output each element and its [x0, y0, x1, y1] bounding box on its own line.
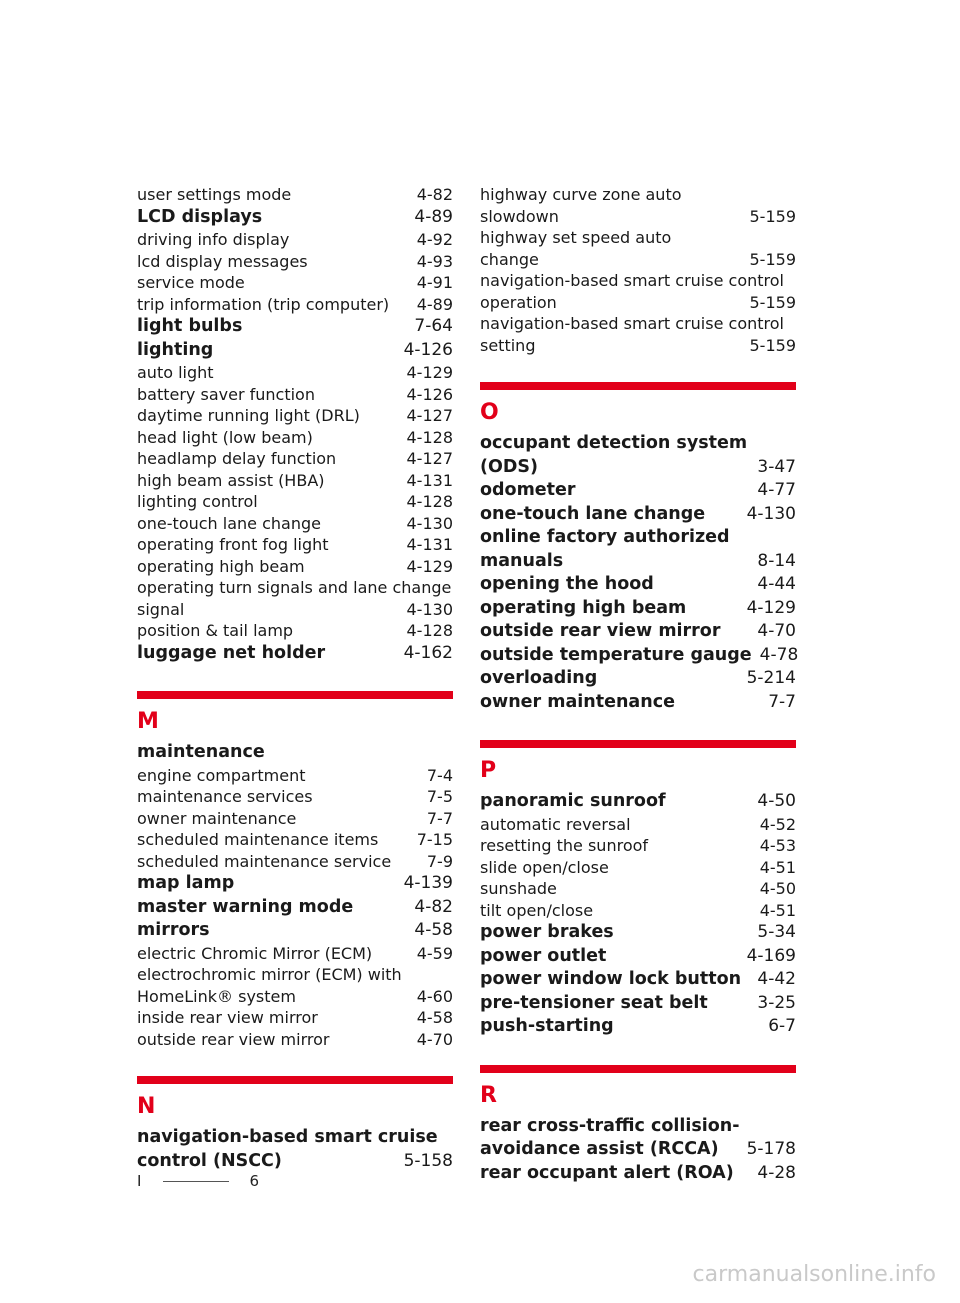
entry-page-ref: 4-44: [757, 574, 796, 594]
entry-text: owner maintenance: [137, 808, 297, 828]
entry-text: LCD displays: [137, 206, 263, 227]
entry-page-ref: 4-169: [746, 945, 796, 966]
entry-text: high beam assist (HBA): [137, 470, 325, 490]
entry-page-ref: 4-59: [416, 943, 453, 963]
entry-page-ref: 4-162: [403, 642, 453, 663]
entry-text: rear occupant alert (ROA): [480, 1162, 734, 1183]
entry-page-ref: 4-28: [757, 1162, 796, 1183]
entry-row: [480, 1162, 796, 1186]
index-entry-sub: [137, 943, 453, 965]
index-entry-sub: [137, 229, 453, 251]
entry-text: slowdown: [480, 206, 559, 226]
entry-text: one-touch lane change: [137, 513, 321, 533]
entry-row: [480, 249, 796, 271]
entry-text: operation: [480, 292, 557, 312]
entry-text: odometer: [480, 480, 576, 500]
entry-page-ref: 5-159: [749, 206, 796, 226]
entry-page-ref: 4-131: [406, 535, 453, 554]
entry-text: mirrors: [137, 920, 210, 940]
entry-row: [137, 896, 453, 920]
entry-text: outside temperature gauge: [480, 644, 752, 665]
entry-text: auto light: [137, 363, 214, 382]
entry-text: outside rear view mirror: [137, 1029, 330, 1049]
entry-row: [480, 597, 796, 621]
section-letter: R: [480, 1082, 497, 1108]
entry-row: [137, 599, 453, 621]
entry-row: [137, 229, 453, 251]
entry-row: [137, 339, 453, 363]
section-divider: [480, 1065, 796, 1073]
entry-text: power window lock button: [480, 969, 742, 989]
index-entry-sub: [137, 470, 453, 492]
entry-page-ref: 4-128: [406, 427, 453, 447]
entry-row: [137, 872, 453, 896]
index-entry-sub: [480, 270, 796, 313]
index-entry-main: [480, 479, 796, 503]
entry-page-ref: 4-130: [406, 599, 453, 619]
entry-row: [480, 206, 796, 228]
entry-text-line: rear cross-traffic collision-: [480, 1115, 740, 1136]
section-header: [137, 691, 453, 737]
entry-page-ref: 7-4: [426, 765, 453, 785]
index-entry-sub: [480, 857, 796, 879]
entry-page-ref: 7-7: [426, 808, 453, 828]
index-entry-sub: [480, 878, 796, 900]
entry-row: [137, 384, 453, 406]
entry-page-ref: 4-129: [406, 556, 453, 576]
entry-page-ref: 4-70: [416, 1029, 453, 1049]
entry-text: headlamp delay function: [137, 449, 337, 468]
section-header: [480, 382, 796, 428]
footer-section-letter: I: [137, 1172, 142, 1190]
index-entry-sub: [137, 405, 453, 427]
entry-text: inside rear view mirror: [137, 1008, 318, 1027]
entry-row: [137, 534, 453, 556]
entry-row: [137, 765, 453, 787]
index-entry-main: [480, 1162, 796, 1186]
entry-text: one-touch lane change: [480, 503, 706, 524]
index-entry-main: [480, 921, 796, 945]
entry-text: sunshade: [480, 879, 557, 898]
entry-row: [480, 573, 796, 597]
entry-text: lighting control: [137, 492, 258, 511]
entry-row: [137, 470, 453, 492]
entry-row: [137, 1007, 453, 1029]
entry-page-ref: 4-126: [403, 339, 453, 360]
index-entry-main: [480, 1115, 796, 1162]
entry-row: [480, 691, 796, 715]
entry-page-ref: 4-93: [416, 251, 453, 271]
entry-page-ref: 4-129: [406, 363, 453, 382]
entry-text: electric Chromic Mirror (ECM): [137, 943, 373, 963]
entry-page-ref: 4-91: [416, 273, 453, 292]
entry-page-ref: 4-78: [759, 644, 799, 665]
entry-text-line: navigation-based smart cruise control: [480, 271, 784, 290]
entry-page-ref: 4-53: [759, 836, 796, 855]
entry-page-ref: 4-130: [746, 503, 796, 524]
entry-row: [137, 556, 453, 578]
entry-text: position & tail lamp: [137, 621, 294, 640]
entry-page-ref: 4-58: [414, 920, 453, 940]
section-header: [480, 1065, 796, 1111]
entry-text: owner maintenance: [480, 691, 675, 712]
entry-row: [137, 943, 453, 965]
entry-text: outside rear view mirror: [480, 621, 721, 641]
entry-row: [480, 790, 796, 814]
entry-row: [137, 919, 453, 943]
entry-page-ref: 4-127: [406, 449, 453, 468]
index-entry-main: [480, 644, 799, 668]
entry-row: [480, 857, 796, 879]
entry-row: [480, 878, 796, 900]
section-divider: [480, 740, 796, 748]
entry-text: battery saver function: [137, 384, 315, 404]
index-entry-main: [137, 339, 453, 363]
entry-text: manuals: [480, 550, 564, 571]
index-entry-sub: [480, 814, 796, 836]
entry-row: [480, 456, 796, 480]
entry-page-ref: 4-128: [406, 492, 453, 511]
entry-row: [137, 829, 453, 851]
entry-row: [137, 206, 453, 230]
entry-text: tilt open/close: [480, 900, 594, 920]
entry-page-ref: 4-60: [416, 986, 453, 1006]
entry-text-line: electrochromic mirror (ECM) with: [137, 965, 402, 984]
entry-page-ref: 4-92: [416, 230, 453, 249]
index-column-left: [137, 184, 453, 1173]
entry-row: [480, 992, 796, 1016]
entry-text: maintenance services: [137, 787, 313, 806]
entry-page-ref: 4-130: [406, 513, 453, 533]
entry-page-ref: 4-126: [406, 384, 453, 404]
entry-text-line: online factory authorized: [480, 527, 730, 547]
entry-text: signal: [137, 599, 185, 619]
entry-row: [137, 786, 453, 808]
entry-text: panoramic sunroof: [480, 791, 666, 811]
index-entry-main: [137, 642, 453, 666]
entry-text-line: occupant detection system: [480, 433, 748, 453]
entry-page-ref: 4-42: [757, 969, 796, 989]
section-letter: P: [480, 758, 497, 783]
entry-text: lighting: [137, 339, 214, 360]
entry-page-ref: 4-128: [406, 621, 453, 640]
index-entry-main: [137, 1126, 453, 1173]
entry-page-ref: 4-58: [416, 1008, 453, 1027]
entry-row: [137, 986, 453, 1008]
index-entry-sub: [480, 900, 796, 922]
entry-row: [137, 448, 453, 470]
entry-text: service mode: [137, 273, 245, 292]
section-letter: N: [137, 1094, 156, 1119]
index-entry-main: [137, 206, 453, 230]
index-entry-sub: [137, 1007, 453, 1029]
entry-row: [137, 405, 453, 427]
index-entry-main: [480, 667, 796, 691]
entry-text-line: highway curve zone auto: [480, 185, 682, 204]
watermark: carmanualsonline.info: [692, 1262, 936, 1287]
entry-row: [137, 272, 453, 294]
entry-row: [480, 814, 796, 836]
entry-text: slide open/close: [480, 857, 609, 877]
entry-text: power brakes: [480, 922, 614, 942]
section-divider: [480, 382, 796, 390]
entry-row: [137, 362, 453, 384]
footer-page-number: 6: [249, 1172, 259, 1190]
entry-row: [137, 184, 453, 206]
entry-row: [137, 513, 453, 535]
index-entry-sub: [137, 427, 453, 449]
entry-text: power outlet: [480, 945, 607, 966]
entry-text: operating high beam: [480, 597, 687, 618]
index-column-right: [480, 184, 799, 1185]
entry-text: scheduled maintenance items: [137, 830, 379, 849]
entry-row: [480, 921, 796, 945]
entry-page-ref: 7-15: [416, 830, 453, 849]
entry-page-ref: 4-139: [403, 873, 453, 893]
entry-page-ref: 4-50: [757, 791, 796, 811]
entry-text: user settings mode: [137, 185, 292, 204]
entry-page-ref: 4-51: [759, 900, 796, 920]
entry-page-ref: 4-129: [746, 597, 796, 618]
entry-text: setting: [480, 335, 536, 355]
index-entry-main: [137, 872, 453, 896]
entry-row: [137, 427, 453, 449]
entry-row: [480, 479, 796, 503]
entry-row: [480, 292, 796, 314]
entry-text-line: highway set speed auto: [480, 228, 672, 247]
entry-page-ref: 5-159: [749, 335, 796, 355]
entry-text-line: operating turn signals and lane change: [137, 578, 452, 597]
entry-page-ref: 4-50: [759, 879, 796, 898]
index-entry-main: [480, 691, 796, 715]
entry-text: master warning mode: [137, 896, 354, 917]
entry-text: trip information (trip computer): [137, 294, 390, 314]
entry-page-ref: 7-64: [414, 316, 453, 336]
section-letter: O: [480, 400, 499, 425]
index-entry-sub: [137, 272, 453, 294]
entry-page-ref: 8-14: [757, 550, 796, 571]
entry-page-ref: 5-178: [746, 1139, 796, 1159]
entry-text: change: [480, 249, 539, 269]
index-entry-main: [137, 919, 453, 943]
entry-row: [137, 620, 453, 642]
index-entry-sub: [137, 251, 453, 273]
entry-page-ref: 4-89: [416, 294, 453, 314]
entry-row: [137, 491, 453, 513]
section-divider: [137, 691, 453, 699]
index-entry-sub: [137, 513, 453, 535]
section-divider: [137, 1076, 453, 1084]
index-entry-sub: [137, 786, 453, 808]
entry-text: driving info display: [137, 230, 290, 249]
index-entry-sub: [137, 577, 453, 620]
entry-text: luggage net holder: [137, 642, 326, 663]
index-entry-main: [480, 432, 796, 479]
index-entry-main: [480, 526, 796, 573]
entry-row: [137, 1029, 453, 1051]
entry-page-ref: 4-82: [414, 896, 453, 917]
index-entry-main: [480, 945, 796, 969]
entry-row: [480, 550, 796, 574]
entry-text: operating high beam: [137, 556, 305, 576]
index-entry-sub: [137, 1029, 453, 1051]
index-entry-main: [137, 315, 453, 339]
entry-page-ref: 5-159: [749, 249, 796, 269]
entry-page-ref: 6-7: [768, 1016, 796, 1036]
entry-row: [480, 945, 796, 969]
entry-page-ref: 7-5: [426, 787, 453, 806]
index-entry-sub: [480, 227, 796, 270]
entry-text: resetting the sunroof: [480, 836, 649, 855]
index-entry-sub: [137, 362, 453, 384]
index-entry-sub: [137, 808, 453, 830]
entry-page-ref: 7-9: [426, 851, 453, 871]
entry-page-ref: 3-25: [757, 992, 796, 1013]
entry-text: scheduled maintenance service: [137, 851, 392, 871]
entry-text: push-starting: [480, 1016, 614, 1036]
entry-text: map lamp: [137, 873, 235, 893]
section-header: [480, 740, 796, 786]
entry-text: HomeLink® system: [137, 986, 296, 1006]
entry-text: overloading: [480, 668, 598, 688]
section-letter: M: [137, 709, 159, 734]
entry-page-ref: 3-47: [757, 456, 796, 477]
index-entry-main: [480, 620, 796, 644]
index-heading: maintenance: [137, 742, 265, 762]
entry-page-ref: 4-127: [406, 406, 453, 425]
entry-text-line: navigation-based smart cruise: [137, 1127, 438, 1147]
entry-row: [480, 620, 796, 644]
entry-row: [137, 1150, 453, 1174]
entry-row: [480, 1138, 796, 1162]
index-entry-sub: [137, 851, 453, 873]
index-entry-sub: [480, 184, 796, 227]
index-entry-sub: [137, 829, 453, 851]
entry-row: [480, 667, 796, 691]
index-entry-main: [480, 503, 796, 527]
entry-text: pre-tensioner seat belt: [480, 992, 708, 1013]
entry-page-ref: 5-34: [757, 922, 796, 942]
entry-row: [137, 315, 453, 339]
entry-page-ref: 4-70: [757, 621, 796, 641]
index-entry-sub: [137, 184, 453, 206]
entry-row: [137, 251, 453, 273]
entry-text: operating front fog light: [137, 535, 329, 554]
entry-row: [137, 642, 453, 666]
entry-row: [480, 335, 796, 357]
entry-page-ref: 4-82: [416, 185, 453, 204]
entry-row: [137, 294, 453, 316]
index-entry-sub: [137, 534, 453, 556]
entry-text: lcd display messages: [137, 251, 308, 271]
footer-rule: [163, 1181, 229, 1182]
entry-row: [480, 835, 796, 857]
index-entry-main: [480, 790, 796, 814]
index-entry-sub: [480, 835, 796, 857]
entry-row: [137, 808, 453, 830]
entry-text: (ODS): [480, 456, 539, 477]
index-entry-sub: [137, 491, 453, 513]
index-entry-sub: [137, 384, 453, 406]
entry-text: control (NSCC): [137, 1150, 282, 1171]
index-entry-main: [480, 573, 796, 597]
index-entry-sub: [137, 620, 453, 642]
entry-page-ref: 5-158: [403, 1150, 453, 1171]
entry-page-ref: 4-52: [759, 814, 796, 834]
entry-page-ref: 4-77: [757, 480, 796, 500]
entry-text: engine compartment: [137, 765, 306, 785]
entry-text: head light (low beam): [137, 427, 313, 447]
page-footer: [137, 1172, 259, 1190]
section-header: [137, 1076, 453, 1122]
entry-page-ref: 5-159: [749, 292, 796, 312]
entry-text: automatic reversal: [480, 814, 631, 834]
index-entry-sub: [137, 448, 453, 470]
entry-page-ref: 5-214: [746, 668, 796, 688]
entry-row: [480, 644, 799, 668]
index-entry-main: [480, 992, 796, 1016]
entry-page-ref: 4-131: [406, 470, 453, 490]
entry-row: [480, 900, 796, 922]
entry-text: opening the hood: [480, 574, 654, 594]
index-entry-sub: [480, 313, 796, 356]
index-entry-main: [137, 896, 453, 920]
index-entry-main: [480, 1015, 796, 1039]
entry-row: [137, 851, 453, 873]
entry-text-line: navigation-based smart cruise control: [480, 314, 784, 333]
entry-text: daytime running light (DRL): [137, 406, 360, 425]
entry-row: [480, 1015, 796, 1039]
index-entry-sub: [137, 964, 453, 1007]
entry-page-ref: 4-51: [759, 857, 796, 877]
entry-row: [480, 503, 796, 527]
entry-page-ref: 4-89: [414, 206, 453, 227]
entry-text: avoidance assist (RCCA): [480, 1139, 719, 1159]
index-entry-main: [480, 597, 796, 621]
index-entry-sub: [137, 556, 453, 578]
entry-text: light bulbs: [137, 316, 243, 336]
index-entry-sub: [137, 294, 453, 316]
index-entry-sub: [137, 765, 453, 787]
entry-row: [480, 968, 796, 992]
index-entry-main: [480, 968, 796, 992]
entry-page-ref: 7-7: [768, 691, 796, 712]
